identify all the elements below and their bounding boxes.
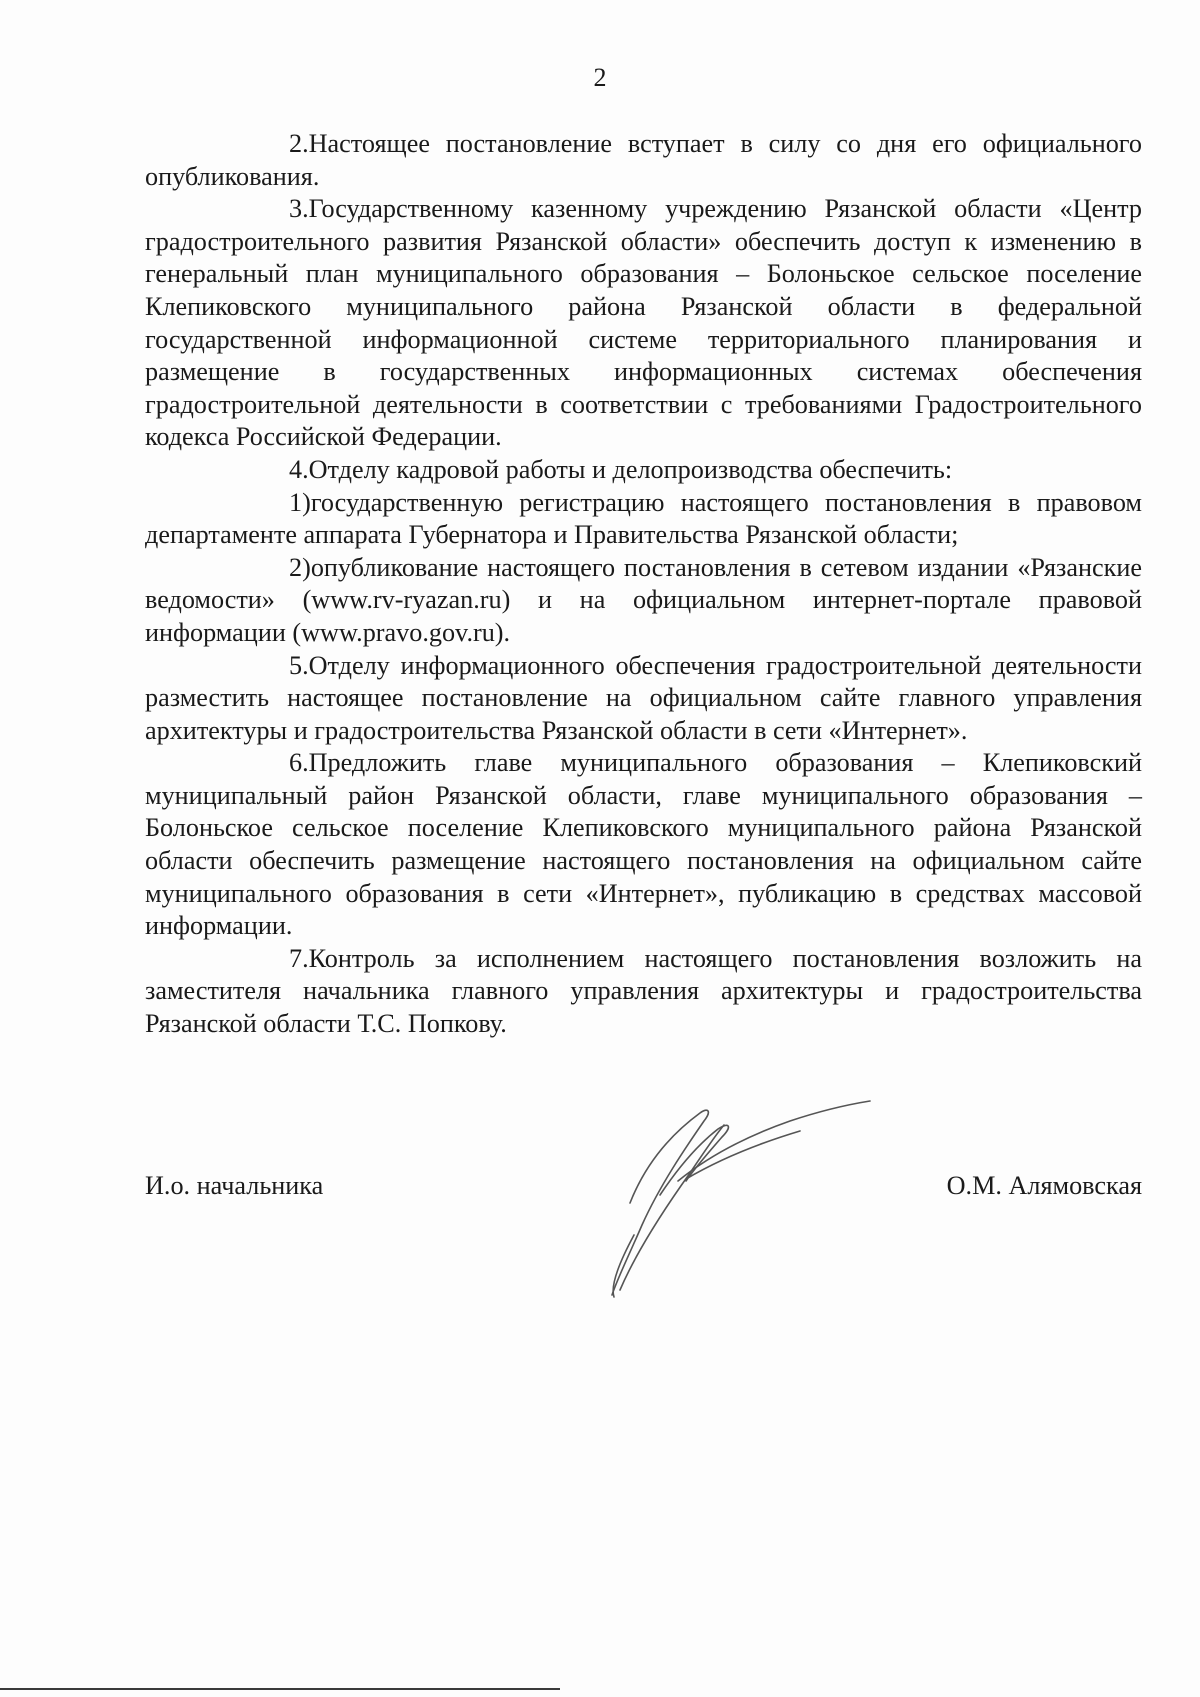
paragraph-text: Отделу информационного обеспечения градостроительной деятельности разместить настоящее постановление на официальном сайте главного управления архитектуры и градостроительства Рязанской области в сети «Интернет».: [145, 650, 1142, 745]
paragraph-number: 3.: [289, 194, 309, 224]
paragraph-text: Настоящее постановление вступает в силу со дня его официального опубликования.: [145, 129, 1142, 191]
paragraph-item-6: [145, 747, 1142, 943]
paragraph-item-5: [145, 650, 1142, 748]
paragraph-subitem-1: [145, 487, 1142, 552]
page-number: 2: [593, 63, 607, 92]
paragraph-item-7: [145, 943, 1142, 1041]
paragraph-number: 2): [289, 552, 311, 582]
paragraph-number: 7.: [289, 943, 309, 973]
paragraph-text: государственную регистрацию настоящего постановления в правовом департаменте аппарата Губернатора и Правительства Рязанской области;: [145, 487, 1142, 550]
scan-edge-line: [0, 1688, 560, 1690]
document-body: [145, 128, 1142, 1041]
paragraph-text: опубликование настоящего постановления в сетевом издании «Рязанские ведомости» (www.rv-ryazan.ru) и на официальном интернет-портале правовой информации (www.pravo.gov.ru).: [145, 552, 1142, 647]
paragraph-item-2: [145, 128, 1142, 193]
paragraph-number: 4.: [289, 454, 309, 484]
signatory-name: О.М. Алямовская: [946, 1171, 1142, 1200]
paragraph-subitem-2: [145, 552, 1142, 650]
paragraph-number: 1): [289, 487, 311, 517]
paragraph-text: Государственному казенному учреждению Рязанской области «Центр градостроительного развития Рязанской области» обеспечить доступ к изменению в генеральный план муниципального образования – Болоньское сельское поселение Клепиковского муниципального района Рязанской области в федеральной государственной информационной системе территориального планирования и размещение в государственных информационных системах обеспечения градостроительной деятельности в соответствии с требованиями Градостроительного кодекса Российской Федерации.: [145, 194, 1142, 452]
paragraph-item-3: [145, 193, 1142, 454]
paragraph-text: Отделу кадровой работы и делопроизводства обеспечить:: [308, 454, 953, 484]
paragraph-item-4: [145, 454, 1142, 487]
signatory-position: И.о. начальника: [145, 1171, 324, 1200]
paragraph-text: Предложить главе муниципального образования – Клепиковский муниципальный район Рязанской области, главе муниципального образования – Болоньское сельское поселение Клепиковского муниципального района Рязанской области обеспечить размещение настоящего постановления на официальном сайте муниципального образования в сети «Интернет», публикацию в средствах массовой информации.: [145, 748, 1142, 941]
paragraph-number: 6.: [289, 748, 309, 778]
paragraph-number: 5.: [289, 650, 309, 680]
paragraph-number: 2.: [289, 129, 309, 158]
paragraph-text: Контроль за исполнением настоящего постановления возложить на заместителя начальника главного управления архитектуры и градостроительства Рязанской области Т.С. Попкову.: [145, 943, 1142, 1039]
handwritten-signature: [590, 1085, 890, 1305]
